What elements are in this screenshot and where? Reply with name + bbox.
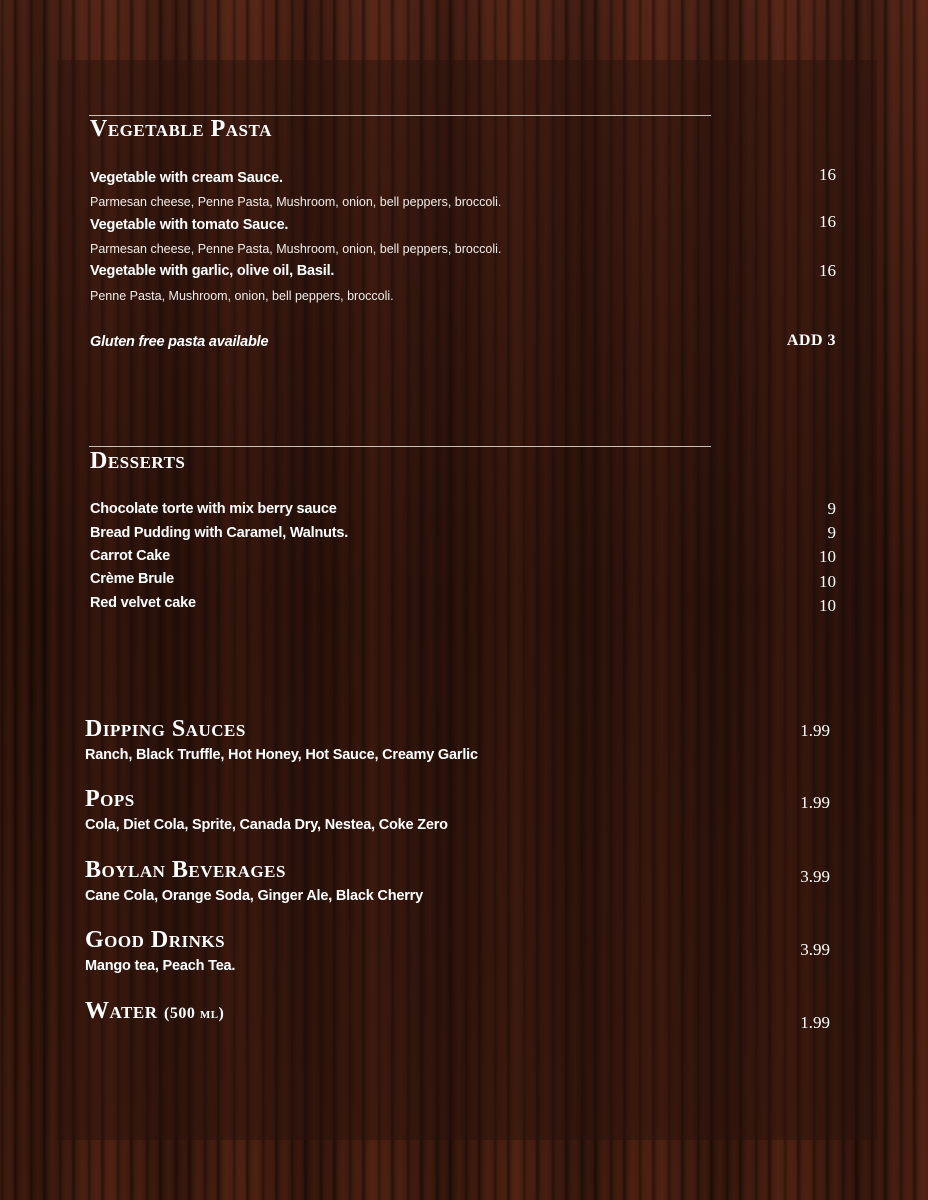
- dipping-sauces-price: 1.99: [800, 721, 830, 740]
- good-drinks-list: Mango tea, Peach Tea.: [85, 958, 236, 974]
- menu-item-name: Vegetable with tomato Sauce.: [90, 217, 289, 233]
- boylan-beverages-list: Cane Cola, Orange Soda, Ginger Ale, Black Cherry: [85, 888, 423, 904]
- dessert-price: 10: [819, 596, 836, 615]
- section-title-pops: Pops: [85, 786, 135, 812]
- dessert-price: 10: [819, 547, 836, 566]
- dessert-price: 10: [819, 572, 836, 591]
- water-title: Water: [85, 998, 158, 1024]
- good-drinks-price: 3.99: [800, 940, 830, 959]
- menu-item-price: 16: [819, 212, 836, 231]
- menu-item-price: 16: [819, 165, 836, 184]
- menu-item-description: Penne Pasta, Mushroom, onion, bell peppers, broccoli.: [90, 289, 394, 303]
- dipping-sauces-list: Ranch, Black Truffle, Hot Honey, Hot Sauce, Creamy Garlic: [85, 747, 478, 763]
- section-title-boylan-beverages: Boylan Beverages: [85, 857, 286, 883]
- water-unit: (500 ml): [163, 1005, 225, 1022]
- menu-item-price: 16: [819, 261, 836, 280]
- section-title-desserts: Desserts: [90, 448, 186, 474]
- dessert-name: Bread Pudding with Caramel, Walnuts.: [90, 525, 349, 541]
- section-title-good-drinks: Good Drinks: [85, 927, 226, 953]
- dessert-name: Crème Brule: [90, 571, 175, 587]
- pops-price: 1.99: [800, 793, 830, 812]
- section-title-vegetable-pasta: Vegetable Pasta: [90, 116, 272, 142]
- menu-item-name: Vegetable with garlic, olive oil, Basil.: [90, 263, 335, 279]
- gluten-free-price: ADD 3: [786, 332, 836, 349]
- dessert-name: Red velvet cake: [90, 595, 196, 611]
- boylan-beverages-price: 3.99: [800, 867, 830, 886]
- dessert-name: Chocolate torte with mix berry sauce: [90, 501, 337, 517]
- water-price: 1.99: [800, 1013, 830, 1032]
- section-title-dipping-sauces: Dipping Sauces: [85, 716, 246, 742]
- gluten-free-note: Gluten free pasta available: [90, 334, 269, 350]
- dessert-price: 9: [827, 499, 836, 518]
- menu-item-name: Vegetable with cream Sauce.: [90, 170, 283, 186]
- dessert-name: Carrot Cake: [90, 548, 170, 564]
- menu-item-description: Parmesan cheese, Penne Pasta, Mushroom, onion, bell peppers, broccoli.: [90, 195, 502, 209]
- section-title-water: [85, 998, 224, 1025]
- pops-list: Cola, Diet Cola, Sprite, Canada Dry, Nestea, Coke Zero: [85, 817, 448, 833]
- section-divider: [89, 446, 711, 447]
- dessert-price: 9: [827, 523, 836, 542]
- menu-item-description: Parmesan cheese, Penne Pasta, Mushroom, onion, bell peppers, broccoli.: [90, 242, 502, 256]
